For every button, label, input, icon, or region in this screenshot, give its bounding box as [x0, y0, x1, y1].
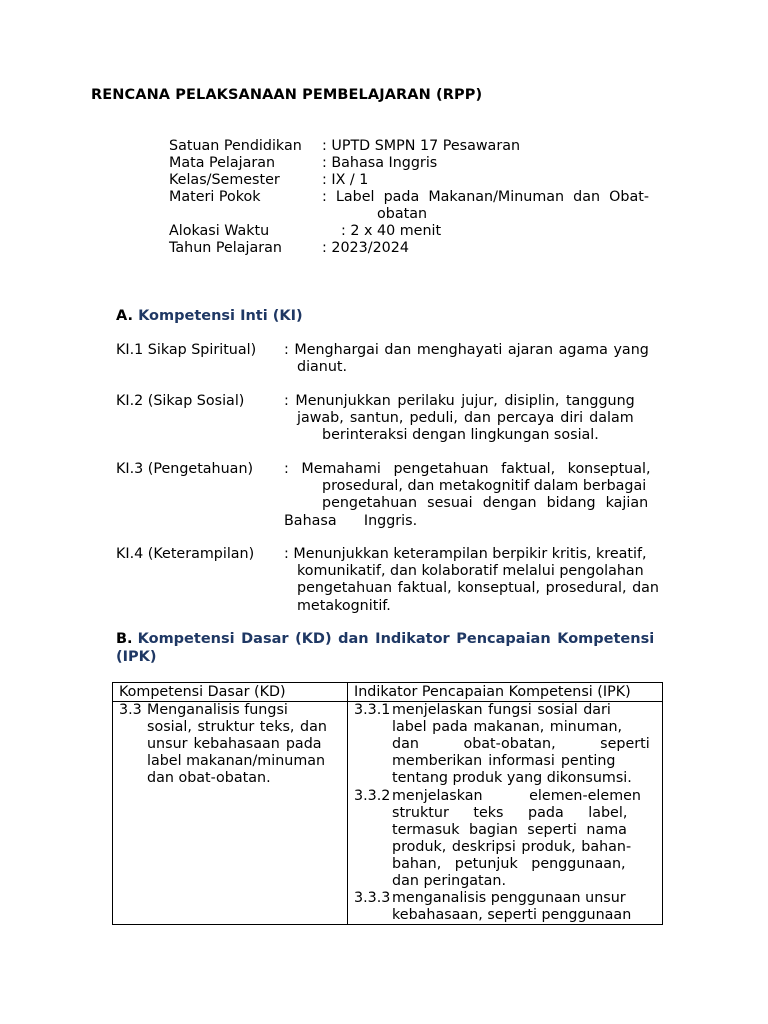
ki-line: pengetahuan faktual, konseptual, prosedural, dan [297, 580, 659, 597]
ipk-line: tentang produk yang dikonsumsi. [392, 770, 632, 787]
ipk-line: label pada makanan, minuman, [392, 719, 623, 736]
table-header-row [113, 683, 663, 702]
identity-value: : 2 x 40 menit [341, 223, 442, 239]
section-a-heading [116, 308, 303, 325]
kd-line: dan obat-obatan. [147, 770, 271, 787]
ipk-line: produk, deskripsi produk, bahan- [392, 838, 632, 855]
ki3-label: KI.3 (Pengetahuan) [116, 461, 254, 477]
document-title: RENCANA PELAKSANAAN PEMBELAJARAN (RPP) [91, 87, 483, 103]
section-letter: A. [116, 308, 133, 324]
kd-line-text: Menganalisis fungsi [147, 702, 288, 719]
ki-line: : Menghargai dan menghayati ajaran agama yang [284, 342, 649, 358]
identity-value: : IX / 1 [322, 172, 369, 188]
ipk-item-2 [354, 788, 656, 891]
identity-value-cont: obatan [377, 206, 428, 222]
ipk-item-3 [354, 890, 656, 924]
ipk-number: 3.3.1 [354, 702, 391, 719]
ipk-item-1 [354, 702, 656, 787]
ki-line: : Memahami pengetahuan faktual, konseptual, [284, 461, 651, 477]
ki-line: metakognitif. [297, 597, 391, 614]
ki-line: jawab, santun, peduli, dan percaya diri dalam [297, 410, 634, 427]
ipk-line: memberikan informasi penting [392, 753, 616, 770]
kd-line: sosial, struktur teks, dan [147, 719, 327, 736]
ki1-label: KI.1 Sikap Spiritual) [116, 342, 257, 358]
ipk-cell [348, 702, 663, 925]
ki2-label: KI.2 (Sikap Sosial) [116, 393, 245, 409]
kd-line [147, 702, 341, 719]
ipk-line: dan obat-obatan, seperti [392, 736, 650, 753]
table-row [113, 702, 663, 925]
ipk-line: termasuk bagian seperti nama [392, 821, 627, 838]
ki-line: prosedural, dan metakognitif dalam berbagai [322, 478, 647, 495]
header-ipk: Indikator Pencapaian Kompetensi (IPK) [348, 683, 663, 702]
kd-line: label makanan/minuman [147, 753, 326, 770]
ki-line: komunikatif, dan kolaboratif melalui pengolahan [297, 563, 644, 580]
ipk-line: menjelaskan fungsi sosial dari [392, 702, 611, 719]
kd-ipk-table [112, 682, 663, 925]
section-title: Kompetensi Inti (KI) [138, 308, 303, 324]
identity-key: Mata Pelajaran [169, 155, 276, 171]
ipk-line: bahan, petunjuk penggunaan, [392, 855, 626, 872]
kd-cell [113, 702, 348, 925]
section-b-heading [116, 631, 692, 666]
ki-line: : Menunjukkan keterampilan berpikir kritis, kreatif, [284, 546, 647, 562]
ipk-line: struktur teks pada label, [392, 804, 628, 821]
identity-value: : Bahasa Inggris [322, 155, 438, 171]
section-letter: B. [116, 631, 133, 647]
ipk-number: 3.3.3 [354, 890, 391, 907]
identity-key: Satuan Pendidikan [169, 138, 302, 154]
section-title: Kompetensi Dasar (KD) dan Indikator Pencapaian Kompetensi (IPK) [116, 631, 655, 665]
ipk-line: menganalisis penggunaan unsur [392, 890, 626, 907]
identity-key: Materi Pokok [169, 189, 261, 205]
ki4-label: KI.4 (Keterampilan) [116, 546, 255, 562]
ki2-description [284, 393, 689, 445]
ipk-line: kebahasaan, seperti penggunaan [392, 907, 632, 924]
ipk-line: menjelaskan elemen-elemen [392, 787, 641, 804]
ipk-line: dan peringatan. [392, 873, 507, 890]
ipk-number: 3.3.2 [354, 787, 391, 804]
identity-key: Tahun Pelajaran [169, 240, 282, 256]
identity-value: : UPTD SMPN 17 Pesawaran [322, 138, 521, 154]
kd-item [119, 702, 341, 787]
header-kd: Kompetensi Dasar (KD) [113, 683, 348, 702]
identity-value: : Label pada Makanan/Minuman dan Obat- [322, 189, 650, 205]
ki-line: berinteraksi dengan lingkungan sosial. [322, 427, 599, 444]
ki-line: dianut. [297, 359, 348, 376]
kd-line: unsur kebahasaan pada [147, 736, 322, 753]
ki-line: pengetahuan sesuai dengan bidang kajian [322, 495, 649, 512]
ki-line: : Menunjukkan perilaku jujur, disiplin, tanggung [284, 393, 635, 409]
ki1-description [284, 342, 689, 376]
kd-number: 3.3 [119, 702, 142, 719]
identity-key: Alokasi Waktu [169, 223, 270, 239]
ki4-description [284, 546, 689, 615]
identity-key: Kelas/Semester [169, 172, 280, 188]
ki-line: Bahasa Inggris. [284, 512, 418, 529]
identity-value: : 2023/2024 [322, 240, 409, 256]
ki3-description [284, 461, 689, 530]
